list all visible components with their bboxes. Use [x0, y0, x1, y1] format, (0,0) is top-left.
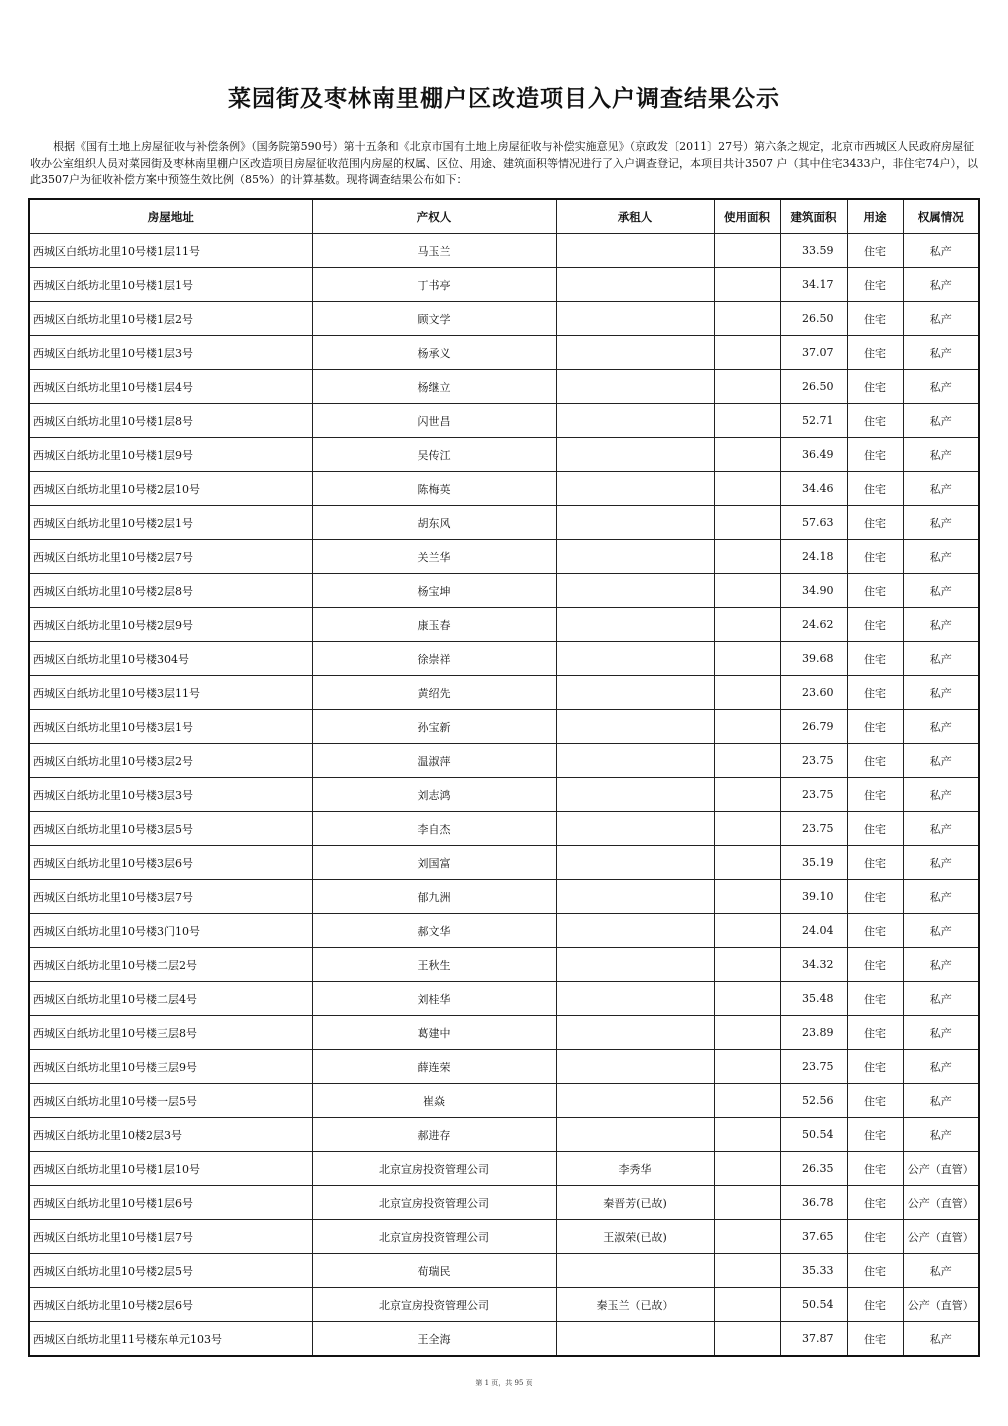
cell-tenant	[556, 744, 714, 778]
cell-ownership: 公产（直管）	[903, 1288, 979, 1322]
cell-use: 住宅	[847, 336, 903, 370]
cell-owner: 关兰华	[312, 540, 556, 574]
cell-usable-area	[714, 1084, 780, 1118]
cell-address: 西城区白纸坊北里10号楼2层5号	[29, 1254, 312, 1288]
table-row	[29, 1118, 979, 1152]
cell-tenant: 秦玉兰（已故）	[556, 1288, 714, 1322]
cell-building-area: 34.46	[780, 472, 847, 506]
cell-address: 西城区白纸坊北里10楼2层3号	[29, 1118, 312, 1152]
cell-use: 住宅	[847, 676, 903, 710]
page-title: 菜园街及枣林南里棚户区改造项目入户调查结果公示	[228, 86, 780, 112]
cell-ownership: 私产	[903, 744, 979, 778]
cell-building-area: 24.18	[780, 540, 847, 574]
cell-usable-area	[714, 778, 780, 812]
table-row	[29, 574, 979, 608]
cell-address: 西城区白纸坊北里10号楼2层8号	[29, 574, 312, 608]
cell-ownership: 私产	[903, 234, 979, 268]
cell-building-area: 26.50	[780, 302, 847, 336]
cell-owner: 孙宝新	[312, 710, 556, 744]
cell-tenant: 李秀华	[556, 1152, 714, 1186]
cell-tenant	[556, 948, 714, 982]
cell-usable-area	[714, 1288, 780, 1322]
cell-use: 住宅	[847, 608, 903, 642]
cell-usable-area	[714, 1186, 780, 1220]
cell-use: 住宅	[847, 948, 903, 982]
cell-address: 西城区白纸坊北里10号楼2层7号	[29, 540, 312, 574]
cell-tenant	[556, 574, 714, 608]
table-row	[29, 540, 979, 574]
cell-ownership: 私产	[903, 268, 979, 302]
cell-owner: 杨宝坤	[312, 574, 556, 608]
page-footer: 第 1 页，共 95 页	[475, 1379, 533, 1387]
header-tenant: 承租人	[556, 199, 714, 234]
cell-address: 西城区白纸坊北里10号楼1层8号	[29, 404, 312, 438]
cell-usable-area	[714, 914, 780, 948]
table-row	[29, 268, 979, 302]
cell-usable-area	[714, 1220, 780, 1254]
cell-usable-area	[714, 642, 780, 676]
cell-owner: 王全海	[312, 1322, 556, 1357]
cell-usable-area	[714, 472, 780, 506]
cell-usable-area	[714, 540, 780, 574]
cell-address: 西城区白纸坊北里10号楼3层2号	[29, 744, 312, 778]
cell-address: 西城区白纸坊北里10号楼3层11号	[29, 676, 312, 710]
cell-owner: 郝进存	[312, 1118, 556, 1152]
cell-building-area: 26.79	[780, 710, 847, 744]
table-row	[29, 234, 979, 268]
cell-ownership: 私产	[903, 472, 979, 506]
cell-usable-area	[714, 574, 780, 608]
cell-use: 住宅	[847, 914, 903, 948]
cell-use: 住宅	[847, 1084, 903, 1118]
cell-owner: 胡东风	[312, 506, 556, 540]
cell-use: 住宅	[847, 812, 903, 846]
table-row	[29, 404, 979, 438]
cell-use: 住宅	[847, 1220, 903, 1254]
cell-ownership: 私产	[903, 404, 979, 438]
cell-tenant	[556, 268, 714, 302]
cell-use: 住宅	[847, 268, 903, 302]
cell-tenant	[556, 1118, 714, 1152]
cell-building-area: 23.75	[780, 1050, 847, 1084]
cell-tenant	[556, 1254, 714, 1288]
cell-building-area: 34.90	[780, 574, 847, 608]
cell-use: 住宅	[847, 234, 903, 268]
table-row	[29, 302, 979, 336]
cell-ownership: 私产	[903, 846, 979, 880]
cell-building-area: 24.04	[780, 914, 847, 948]
cell-building-area: 57.63	[780, 506, 847, 540]
cell-tenant	[556, 710, 714, 744]
cell-building-area: 37.07	[780, 336, 847, 370]
cell-ownership: 私产	[903, 982, 979, 1016]
cell-use: 住宅	[847, 302, 903, 336]
cell-ownership: 私产	[903, 1084, 979, 1118]
cell-address: 西城区白纸坊北里10号楼1层6号	[29, 1186, 312, 1220]
table-row	[29, 608, 979, 642]
cell-ownership: 公产（直管）	[903, 1186, 979, 1220]
cell-owner: 郝文华	[312, 914, 556, 948]
cell-tenant	[556, 880, 714, 914]
table-row	[29, 676, 979, 710]
cell-tenant	[556, 812, 714, 846]
cell-tenant	[556, 608, 714, 642]
cell-tenant	[556, 914, 714, 948]
table-row	[29, 472, 979, 506]
cell-ownership: 私产	[903, 812, 979, 846]
header-address: 房屋地址	[29, 199, 312, 234]
header-use: 用途	[847, 199, 903, 234]
cell-address: 西城区白纸坊北里10号楼1层7号	[29, 1220, 312, 1254]
cell-building-area: 37.87	[780, 1322, 847, 1357]
table-row	[29, 1084, 979, 1118]
survey-results-table	[28, 198, 980, 1357]
cell-owner: 李自杰	[312, 812, 556, 846]
cell-building-area: 26.35	[780, 1152, 847, 1186]
cell-usable-area	[714, 744, 780, 778]
cell-use: 住宅	[847, 744, 903, 778]
cell-usable-area	[714, 302, 780, 336]
cell-use: 住宅	[847, 1186, 903, 1220]
cell-ownership: 私产	[903, 1016, 979, 1050]
cell-tenant	[556, 982, 714, 1016]
cell-owner: 黄绍先	[312, 676, 556, 710]
cell-building-area: 23.60	[780, 676, 847, 710]
header-building-area: 建筑面积	[780, 199, 847, 234]
cell-ownership: 私产	[903, 608, 979, 642]
cell-address: 西城区白纸坊北里10号楼1层2号	[29, 302, 312, 336]
header-usable-area: 使用面积	[714, 199, 780, 234]
table-row	[29, 948, 979, 982]
table-header-row	[29, 199, 979, 234]
cell-owner: 杨继立	[312, 370, 556, 404]
cell-ownership: 私产	[903, 574, 979, 608]
cell-address: 西城区白纸坊北里10号楼3层5号	[29, 812, 312, 846]
cell-address: 西城区白纸坊北里10号楼二层4号	[29, 982, 312, 1016]
cell-use: 住宅	[847, 642, 903, 676]
cell-use: 住宅	[847, 1016, 903, 1050]
cell-usable-area	[714, 676, 780, 710]
table-row	[29, 1050, 979, 1084]
cell-usable-area	[714, 846, 780, 880]
cell-ownership: 私产	[903, 370, 979, 404]
cell-tenant	[556, 438, 714, 472]
cell-ownership: 私产	[903, 1118, 979, 1152]
table-row	[29, 1220, 979, 1254]
cell-building-area: 36.49	[780, 438, 847, 472]
cell-use: 住宅	[847, 846, 903, 880]
cell-tenant	[556, 234, 714, 268]
cell-building-area: 23.75	[780, 778, 847, 812]
cell-owner: 刘志鸿	[312, 778, 556, 812]
cell-building-area: 37.65	[780, 1220, 847, 1254]
table-row	[29, 1016, 979, 1050]
table-row	[29, 744, 979, 778]
cell-building-area: 50.54	[780, 1288, 847, 1322]
cell-address: 西城区白纸坊北里10号楼2层1号	[29, 506, 312, 540]
cell-usable-area	[714, 1152, 780, 1186]
cell-usable-area	[714, 880, 780, 914]
cell-usable-area	[714, 234, 780, 268]
cell-use: 住宅	[847, 1118, 903, 1152]
cell-use: 住宅	[847, 506, 903, 540]
cell-address: 西城区白纸坊北里10号楼3层1号	[29, 710, 312, 744]
cell-usable-area	[714, 812, 780, 846]
table-row	[29, 812, 979, 846]
cell-ownership: 私产	[903, 540, 979, 574]
cell-address: 西城区白纸坊北里10号楼一层5号	[29, 1084, 312, 1118]
cell-owner: 郁九洲	[312, 880, 556, 914]
cell-address: 西城区白纸坊北里10号楼1层4号	[29, 370, 312, 404]
table-row	[29, 336, 979, 370]
cell-owner: 康玉春	[312, 608, 556, 642]
cell-ownership: 公产（直管）	[903, 1152, 979, 1186]
cell-use: 住宅	[847, 574, 903, 608]
cell-tenant	[556, 778, 714, 812]
cell-tenant	[556, 302, 714, 336]
table-row	[29, 506, 979, 540]
cell-owner: 陈梅英	[312, 472, 556, 506]
cell-building-area: 33.59	[780, 234, 847, 268]
cell-ownership: 公产（直管）	[903, 1220, 979, 1254]
cell-building-area: 39.10	[780, 880, 847, 914]
cell-use: 住宅	[847, 540, 903, 574]
cell-address: 西城区白纸坊北里10号楼三层8号	[29, 1016, 312, 1050]
cell-address: 西城区白纸坊北里10号楼二层2号	[29, 948, 312, 982]
table-row	[29, 438, 979, 472]
table-row	[29, 642, 979, 676]
cell-building-area: 34.32	[780, 948, 847, 982]
cell-building-area: 52.56	[780, 1084, 847, 1118]
cell-usable-area	[714, 336, 780, 370]
cell-usable-area	[714, 710, 780, 744]
cell-use: 住宅	[847, 1322, 903, 1357]
table-body	[29, 234, 979, 1357]
cell-owner: 刘桂华	[312, 982, 556, 1016]
cell-address: 西城区白纸坊北里10号楼2层6号	[29, 1288, 312, 1322]
cell-ownership: 私产	[903, 642, 979, 676]
cell-tenant	[556, 540, 714, 574]
cell-owner: 北京宣房投资管理公司	[312, 1152, 556, 1186]
cell-owner: 丁书亭	[312, 268, 556, 302]
table-row	[29, 778, 979, 812]
cell-usable-area	[714, 1118, 780, 1152]
cell-building-area: 23.75	[780, 812, 847, 846]
cell-ownership: 私产	[903, 880, 979, 914]
cell-ownership: 私产	[903, 506, 979, 540]
cell-building-area: 35.19	[780, 846, 847, 880]
cell-usable-area	[714, 1016, 780, 1050]
cell-use: 住宅	[847, 982, 903, 1016]
table-row	[29, 880, 979, 914]
cell-use: 住宅	[847, 472, 903, 506]
cell-owner: 王秋生	[312, 948, 556, 982]
cell-ownership: 私产	[903, 948, 979, 982]
cell-ownership: 私产	[903, 710, 979, 744]
cell-owner: 荀瑞民	[312, 1254, 556, 1288]
cell-usable-area	[714, 948, 780, 982]
cell-use: 住宅	[847, 1152, 903, 1186]
cell-tenant	[556, 336, 714, 370]
cell-usable-area	[714, 1050, 780, 1084]
header-ownership: 权属情况	[903, 199, 979, 234]
cell-address: 西城区白纸坊北里11号楼东单元103号	[29, 1322, 312, 1357]
cell-usable-area	[714, 608, 780, 642]
cell-tenant	[556, 1016, 714, 1050]
cell-ownership: 私产	[903, 1254, 979, 1288]
cell-ownership: 私产	[903, 1322, 979, 1357]
cell-tenant: 秦晋芳(已故)	[556, 1186, 714, 1220]
cell-building-area: 24.62	[780, 608, 847, 642]
cell-use: 住宅	[847, 1288, 903, 1322]
cell-use: 住宅	[847, 404, 903, 438]
cell-address: 西城区白纸坊北里10号楼1层10号	[29, 1152, 312, 1186]
cell-use: 住宅	[847, 1254, 903, 1288]
cell-ownership: 私产	[903, 778, 979, 812]
cell-owner: 北京宣房投资管理公司	[312, 1186, 556, 1220]
cell-building-area: 36.78	[780, 1186, 847, 1220]
cell-address: 西城区白纸坊北里10号楼2层10号	[29, 472, 312, 506]
cell-address: 西城区白纸坊北里10号楼1层11号	[29, 234, 312, 268]
cell-tenant	[556, 1322, 714, 1357]
cell-usable-area	[714, 982, 780, 1016]
cell-owner: 顾文学	[312, 302, 556, 336]
cell-owner: 徐崇祥	[312, 642, 556, 676]
cell-owner: 崔焱	[312, 1084, 556, 1118]
table-row	[29, 1152, 979, 1186]
cell-building-area: 34.17	[780, 268, 847, 302]
cell-owner: 北京宣房投资管理公司	[312, 1220, 556, 1254]
cell-address: 西城区白纸坊北里10号楼3层6号	[29, 846, 312, 880]
cell-building-area: 35.48	[780, 982, 847, 1016]
cell-owner: 马玉兰	[312, 234, 556, 268]
cell-tenant	[556, 846, 714, 880]
cell-owner: 葛建中	[312, 1016, 556, 1050]
table-row	[29, 846, 979, 880]
cell-usable-area	[714, 1322, 780, 1357]
cell-owner: 刘国富	[312, 846, 556, 880]
cell-tenant	[556, 676, 714, 710]
cell-building-area: 39.68	[780, 642, 847, 676]
header-owner: 产权人	[312, 199, 556, 234]
cell-tenant: 王淑荣(已故)	[556, 1220, 714, 1254]
cell-tenant	[556, 1084, 714, 1118]
cell-building-area: 23.75	[780, 744, 847, 778]
cell-address: 西城区白纸坊北里10号楼304号	[29, 642, 312, 676]
cell-address: 西城区白纸坊北里10号楼三层9号	[29, 1050, 312, 1084]
cell-usable-area	[714, 438, 780, 472]
cell-address: 西城区白纸坊北里10号楼3层3号	[29, 778, 312, 812]
table-row	[29, 710, 979, 744]
cell-owner: 薛连荣	[312, 1050, 556, 1084]
cell-usable-area	[714, 370, 780, 404]
cell-owner: 杨承义	[312, 336, 556, 370]
table-row	[29, 914, 979, 948]
cell-ownership: 私产	[903, 336, 979, 370]
cell-use: 住宅	[847, 1050, 903, 1084]
table-row	[29, 982, 979, 1016]
cell-building-area: 26.50	[780, 370, 847, 404]
cell-use: 住宅	[847, 438, 903, 472]
cell-owner: 北京宣房投资管理公司	[312, 1288, 556, 1322]
cell-ownership: 私产	[903, 914, 979, 948]
intro-paragraph: 根据《国有土地上房屋征收与补偿条例》（国务院第590号）第十五条和《北京市国有土地上房屋征收与补偿实施意见》（京政发〔2011〕27号）第六条之规定，北京市西城区人民政府房屋征收办公室组织人员对菜园街及枣林南里棚户区改造项目房屋征收范围内房屋的权属、区位、用途、建筑面积等情况进行了入户调查登记，本项目共计3507 户（其中住宅3433户，非住宅74户），以此3507户为征收补偿方案中预签生效比例（85%）的计算基数。现将调查结果公布如下：	[30, 140, 978, 186]
cell-tenant	[556, 1050, 714, 1084]
cell-address: 西城区白纸坊北里10号楼1层3号	[29, 336, 312, 370]
cell-tenant	[556, 472, 714, 506]
cell-use: 住宅	[847, 880, 903, 914]
cell-usable-area	[714, 506, 780, 540]
cell-building-area: 35.33	[780, 1254, 847, 1288]
cell-use: 住宅	[847, 778, 903, 812]
cell-use: 住宅	[847, 370, 903, 404]
cell-usable-area	[714, 1254, 780, 1288]
cell-tenant	[556, 404, 714, 438]
cell-ownership: 私产	[903, 438, 979, 472]
cell-owner: 闪世昌	[312, 404, 556, 438]
cell-address: 西城区白纸坊北里10号楼3门10号	[29, 914, 312, 948]
table-row	[29, 1322, 979, 1357]
cell-ownership: 私产	[903, 676, 979, 710]
cell-ownership: 私产	[903, 302, 979, 336]
cell-address: 西城区白纸坊北里10号楼2层9号	[29, 608, 312, 642]
cell-ownership: 私产	[903, 1050, 979, 1084]
cell-building-area: 23.89	[780, 1016, 847, 1050]
cell-owner: 吴传江	[312, 438, 556, 472]
cell-tenant	[556, 370, 714, 404]
table-row	[29, 1254, 979, 1288]
cell-usable-area	[714, 404, 780, 438]
cell-tenant	[556, 642, 714, 676]
cell-building-area: 50.54	[780, 1118, 847, 1152]
table-row	[29, 370, 979, 404]
cell-building-area: 52.71	[780, 404, 847, 438]
cell-owner: 温淑萍	[312, 744, 556, 778]
cell-tenant	[556, 506, 714, 540]
cell-use: 住宅	[847, 710, 903, 744]
cell-address: 西城区白纸坊北里10号楼3层7号	[29, 880, 312, 914]
cell-address: 西城区白纸坊北里10号楼1层1号	[29, 268, 312, 302]
table-row	[29, 1288, 979, 1322]
cell-address: 西城区白纸坊北里10号楼1层9号	[29, 438, 312, 472]
table-row	[29, 1186, 979, 1220]
cell-usable-area	[714, 268, 780, 302]
